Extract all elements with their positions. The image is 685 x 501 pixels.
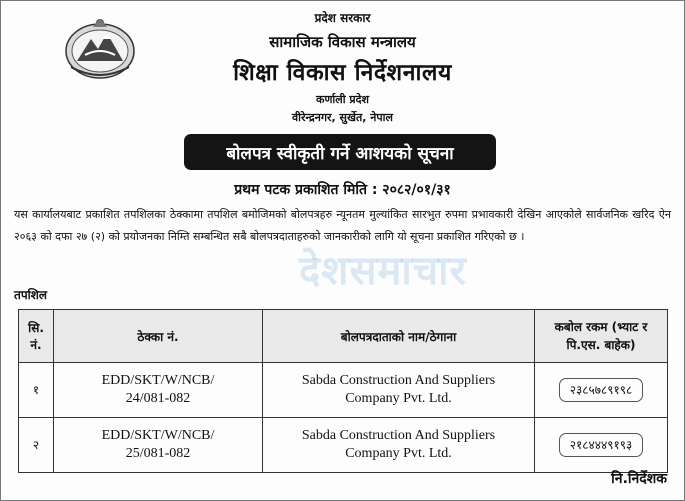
contract-line: EDD/SKT/W/NCB/ [101, 373, 215, 388]
province-name: कर्णाली प्रदेश [316, 93, 369, 106]
notice-title-banner: बोलपत्र स्वीकृती गर्ने आशयको सूचना [184, 134, 496, 170]
table-row [19, 418, 668, 473]
contract-line: 25/081-082 [125, 446, 191, 461]
amount-value: २१८४४४९१९३ [559, 433, 643, 457]
row-contract [54, 363, 263, 418]
details-label: तपशिल [14, 288, 48, 302]
table-row [19, 363, 668, 418]
bidder-line: Company Pvt. Ltd. [345, 391, 452, 406]
office-header [1, 7, 684, 125]
publication-date: प्रथम पटक प्रकाशित मिति : २०८२/०१/३१ [234, 182, 451, 198]
contract-line: 24/081-082 [125, 391, 191, 406]
row-serial: १ [19, 363, 54, 418]
government-label: प्रदेश सरकार [314, 11, 371, 25]
watermark-text: देशसमाचार [299, 248, 467, 294]
bidder-line: Company Pvt. Ltd. [345, 446, 452, 461]
header-contract: ठेक्का नं. [54, 310, 263, 363]
amount-value: २३८५७८९१९८ [559, 378, 643, 402]
row-serial: २ [19, 418, 54, 473]
header-bidder: बोलपत्रदाताको नाम/ठेगाना [263, 310, 535, 363]
row-bidder [263, 363, 535, 418]
row-amount [535, 363, 668, 418]
bidder-line: Sabda Construction And Suppliers [301, 373, 496, 388]
bidder-line: Sabda Construction And Suppliers [301, 428, 496, 443]
ministry-name: सामाजिक विकास मन्त्रालय [269, 33, 416, 51]
signatory-title: नि.निर्देशक [611, 471, 667, 487]
row-bidder [263, 418, 535, 473]
header-serial: सि. नं. [19, 310, 54, 363]
row-amount [535, 418, 668, 473]
notice-body: यस कार्यालयबाट प्रकाशित तपशिलका ठेक्कामा तपशिल बमोजिमको बोलपत्रहरु न्यूनतम मुल्यांकित सारभुत रुपमा प्रभावकारी देखिन आएकोले सार्वजनिक खरिद ऐन २०६३ को दफा २७ (२) को प्रयोजनका निम्ति सम्बन्धित सबै बोलपत्रदाताहरुको जानकारीको लागि यो सूचना प्रकाशित गरिएको छ । [14, 208, 671, 243]
office-address: वीरेन्द्रनगर, सुर्खेत, नेपाल [292, 111, 393, 124]
row-contract [54, 418, 263, 473]
header-amount: कबोल रकम (भ्याट र पि.एस. बाहेक) [535, 310, 668, 363]
contract-line: EDD/SKT/W/NCB/ [101, 428, 215, 443]
directorate-name: शिक्षा विकास निर्देशनालय [233, 60, 452, 86]
bid-table [18, 309, 668, 473]
table-header-row [19, 310, 668, 363]
